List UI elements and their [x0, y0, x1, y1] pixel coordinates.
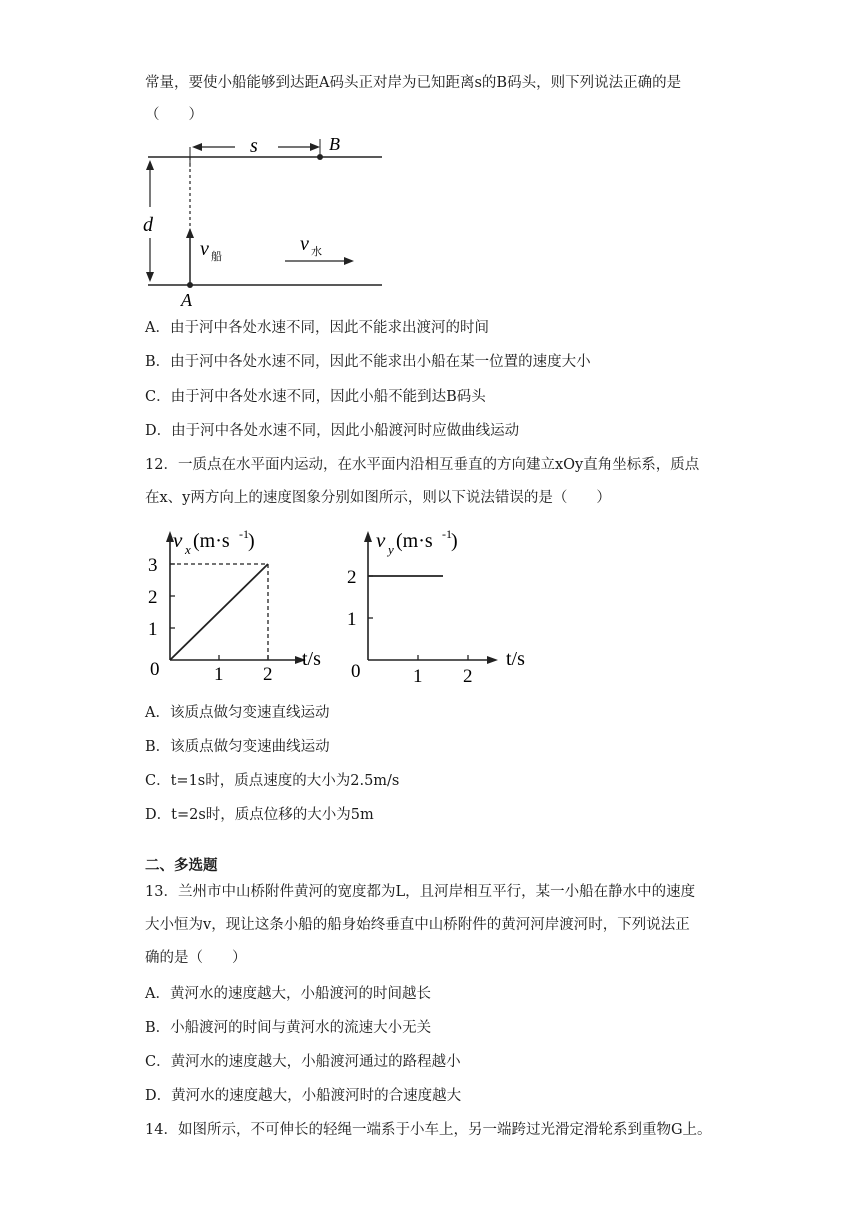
vy-ylabel-exp: -1 [442, 527, 452, 541]
d-down-arrow-icon [146, 272, 154, 282]
q14-stem-line1: 14．如图所示，不可伸长的轻绳一端系于小车上，另一端跨过光滑定滑轮系到重物G上。 [145, 1122, 712, 1138]
q11-stem-line1: 常量，要使小船能够到达距A码头正对岸为已知距离s的B码头，则下列说法正确的是 [145, 75, 682, 91]
vy-ylabel-sub: y [388, 542, 394, 557]
vy-x-axis-arrow-icon [487, 656, 498, 664]
label-vboat-sub: 船 [211, 251, 222, 263]
vx-y-tick-label: 1 [148, 619, 158, 640]
q11-option-d: D．由于河中各处水速不同，因此小船渡河时应做曲线运动 [145, 423, 520, 439]
vx-ylabel-sub: x [185, 542, 191, 557]
q12-option-d: D．t=2s时，质点位移的大小为5m [145, 807, 374, 823]
river-figure [140, 130, 390, 310]
vx-ylabel: v [173, 528, 183, 552]
vboat-arrow-icon [186, 228, 194, 238]
vy-y-axis-arrow-icon [364, 531, 372, 542]
q12-option-a: A．该质点做匀变速直线运动 [145, 705, 330, 721]
vy-chart [340, 525, 540, 700]
vy-ylabel-close: ) [451, 530, 458, 552]
s-right-arrow-icon [310, 143, 320, 151]
label-vboat: v [200, 238, 209, 260]
point-B [317, 154, 323, 160]
vx-y-tick-label: 3 [148, 555, 158, 576]
label-vwater-sub: 水 [311, 246, 322, 258]
q13-option-c: C．黄河水的速度越大，小船渡河通过的路程越小 [145, 1054, 461, 1070]
q12-stem-line2: 在x、y两方向上的速度图象分别如图所示，则以下说法错误的是（ ） [145, 490, 611, 506]
q13-option-a: A．黄河水的速度越大，小船渡河的时间越长 [145, 986, 431, 1002]
s-left-arrow-icon [192, 143, 202, 151]
vx-series-line [170, 564, 268, 660]
vy-y-tick-label: 1 [347, 609, 357, 630]
vy-ylabel: v [376, 528, 386, 552]
vy-xlabel: t/s [506, 648, 525, 670]
vy-x-tick-label: 1 [413, 666, 423, 687]
vx-x-tick-label: 1 [214, 664, 224, 685]
q11-option-c: C．由于河中各处水速不同，因此小船不能到达B码头 [145, 389, 486, 405]
vy-ylabel-unit: (m·s [396, 530, 433, 552]
d-up-arrow-icon [146, 160, 154, 170]
q11-stem-line2: （ ） [145, 107, 203, 123]
vy-origin: 0 [351, 661, 361, 682]
q11-option-a: A．由于河中各处水速不同，因此不能求出渡河的时间 [145, 320, 489, 336]
vx-ylabel-exp: -1 [239, 527, 249, 541]
label-s: s [250, 135, 258, 157]
vx-xlabel: t/s [302, 648, 321, 670]
vx-ylabel-unit: (m·s [193, 530, 230, 552]
q12-option-b: B．该质点做匀变速曲线运动 [145, 739, 330, 755]
vy-x-tick-label: 2 [463, 666, 473, 687]
vx-ylabel-close: ) [248, 530, 255, 552]
q13-option-b: B．小船渡河的时间与黄河水的流速大小无关 [145, 1020, 432, 1036]
point-A [187, 282, 193, 288]
label-vwater: v [300, 233, 309, 255]
vx-x-tick-label: 2 [263, 664, 273, 685]
vx-chart [140, 525, 340, 700]
q13-option-d: D．黄河水的速度越大，小船渡河时的合速度越大 [145, 1088, 462, 1104]
q13-stem-line2: 大小恒为v，现让这条小船的船身始终垂直中山桥附件的黄河河岸渡河时，下列说法正 [145, 917, 690, 933]
vwater-arrow-icon [344, 257, 354, 265]
q12-stem-line1: 12．一质点在水平面内运动，在水平面内沿相互垂直的方向建立xOy直角坐标系，质点 [145, 457, 700, 473]
vx-y-tick-label: 2 [148, 587, 158, 608]
label-A: A [181, 290, 192, 310]
q12-option-c: C．t=1s时，质点速度的大小为2.5m/s [145, 773, 400, 789]
q13-stem-line1: 13．兰州市中山桥附件黄河的宽度都为L，且河岸相互平行，某一小船在静水中的速度 [145, 884, 696, 900]
label-d: d [143, 214, 153, 236]
q11-option-b: B．由于河中各处水速不同，因此不能求出小船在某一位置的速度大小 [145, 354, 591, 370]
label-B: B [329, 134, 340, 154]
section-title: 二、多选题 [145, 857, 218, 874]
vx-origin: 0 [150, 659, 160, 680]
vy-y-tick-label: 2 [347, 567, 357, 588]
q13-stem-line3: 确的是（ ） [145, 950, 247, 966]
